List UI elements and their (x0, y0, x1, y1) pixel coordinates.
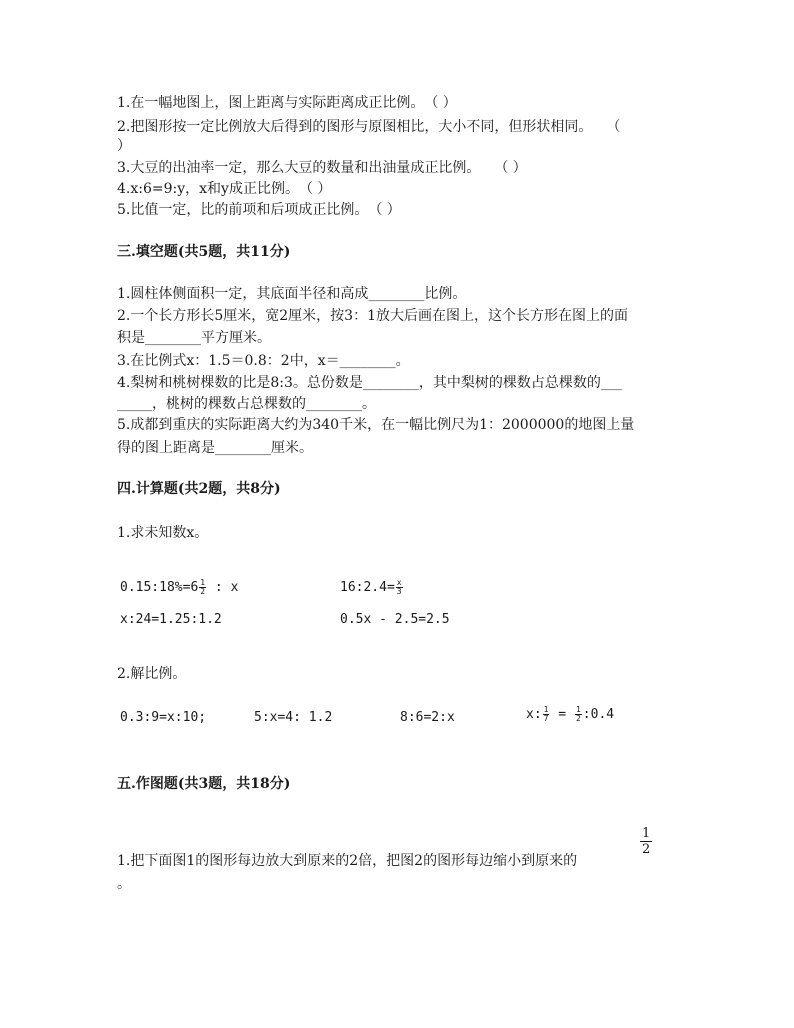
fraction: $\frac{1}{2}$ (200, 578, 206, 596)
fill-q4-cont: _____，桃树的棵数占总棵数的________。 (117, 396, 376, 412)
section-title: 四.计算题(共2题，共8分) (117, 481, 281, 497)
judgement-q3: 3.大豆的出油率一定，那么大豆的数量和出油量成正比例。 （ ） (117, 160, 527, 176)
section-title: 五.作图题(共3题，共18分) (117, 776, 291, 792)
fill-q5-cont: 得的图上距离是________厘米。 (117, 440, 313, 456)
fill-q1: 1.圆柱体侧面积一定，其底面半径和高成________比例。 (117, 286, 467, 302)
fill-q3: 3.在比例式x：1.5＝0.8：2中，x＝________。 (117, 353, 410, 369)
calc-q1: 1.求未知数x。 (117, 525, 209, 541)
proportion-2: 5:x=4: 1.2 (254, 710, 333, 725)
judgement-q2-cont: ） (117, 138, 131, 154)
equation-2: 16:2.4= $\frac{x}{3}$ (340, 578, 402, 596)
equation-4: 0.5x - 2.5=2.5 (340, 612, 450, 627)
proportion-1: 0.3:9=x:10; (120, 710, 207, 725)
fill-q5: 5.成都到重庆的实际距离大约为340千米，在一幅比例尺为1：2000000的地图上量 (117, 417, 635, 433)
fraction: $\frac{1}{7}$ (543, 705, 549, 723)
equation-1: 0.15:18%=6 $\frac{1}{2}$ : x (120, 578, 239, 596)
draw-q1-cont: 。 (117, 876, 131, 892)
judgement-q4: 4.x:6=9:y，x和y成正比例。 （ ） (117, 181, 332, 197)
proportion-3: 8:6=2:x (400, 710, 455, 725)
draw-q1: 1.把下面图1的图形每边放大到原来的2倍，把图2的图形每边缩小到原来的 (117, 853, 578, 869)
judgement-q2: 2.把图形按一定比例放大后得到的图形与原图相比，大小不同，但形状相同。 （ (117, 119, 621, 135)
fill-q4: 4.梨树和桃树棵数的比是8:3。总份数是________，其中梨树的棵数占总棵数的___ (117, 375, 622, 391)
fill-q2-cont: 积是________平方厘米。 (117, 330, 271, 346)
fraction-one-half: 1 2 (642, 826, 651, 857)
fraction: $\frac{1}{2}$ (575, 705, 581, 723)
fill-q2: 2.一个长方形长5厘米，宽2厘米，按3：1放大后画在图上，这个长方形在图上的面 (117, 308, 628, 324)
calc-q2: 2.解比例。 (117, 666, 187, 682)
proportion-4: x: $\frac{1}{7}$ = $\frac{1}{2}$ :0.4 (526, 705, 615, 723)
judgement-q1: 1.在一幅地图上，图上距离与实际距离成正比例。 （ ） (117, 95, 457, 111)
section-title: 三.填空题(共5题，共11分) (117, 244, 291, 260)
equation-3: x:24=1.25:1.2 (120, 612, 222, 627)
fraction: $\frac{x}{3}$ (396, 578, 402, 596)
judgement-q5: 5.比值一定，比的前项和后项成正比例。 （ ） (117, 202, 401, 218)
